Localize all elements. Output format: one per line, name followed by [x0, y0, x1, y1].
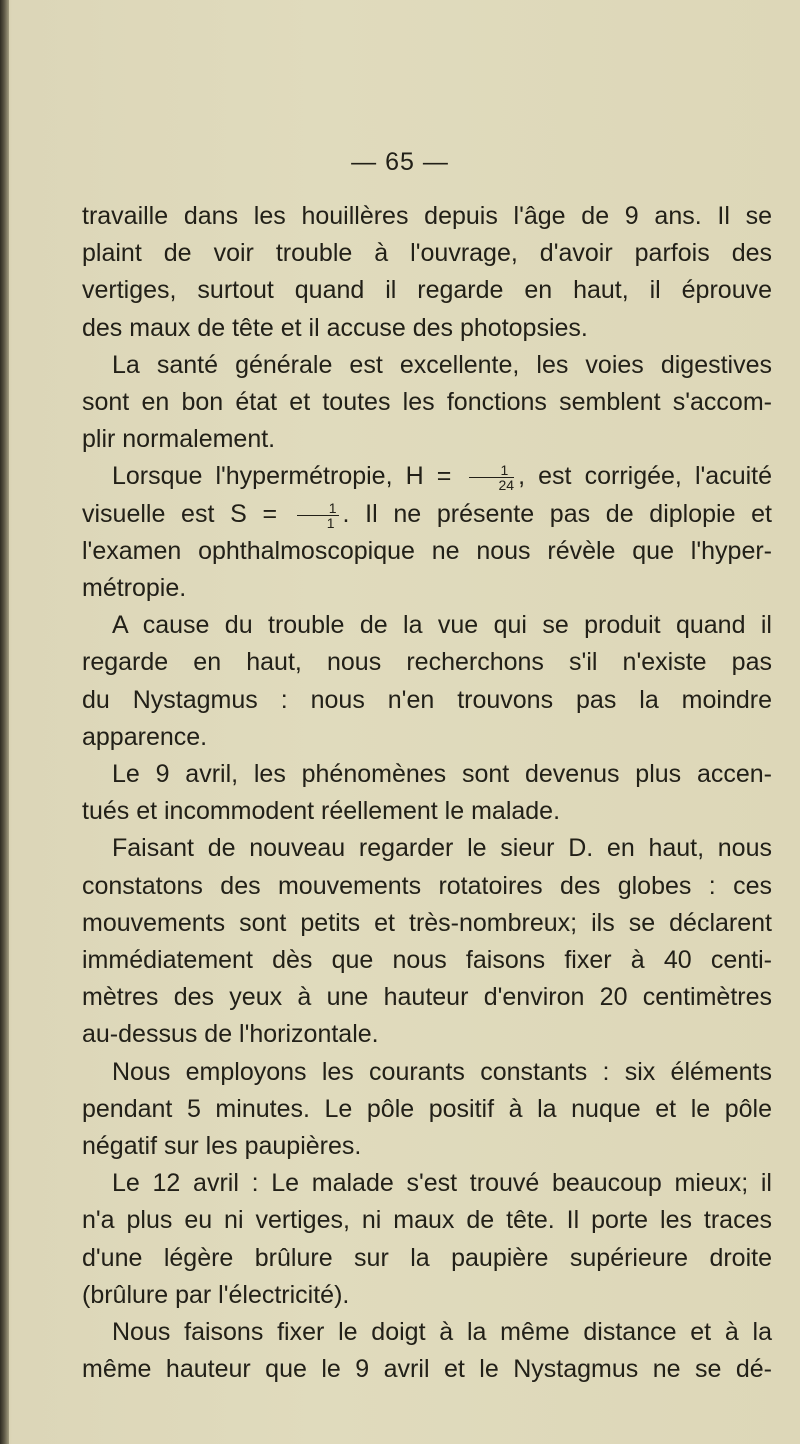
text-line: plir normalement.	[82, 425, 276, 454]
text-line: immédiatement dès que nous faisons fixer à 40 centi-	[82, 946, 772, 975]
text-line: vertiges, surtout quand il regarde en haut, il éprouve	[82, 276, 772, 305]
paragraph	[52, 347, 772, 459]
fraction-denominator: 24	[498, 477, 515, 494]
text-line: même hauteur que le 9 avril et le Nystagmus ne se dé-	[82, 1355, 772, 1384]
text-line: négatif sur les paupières.	[82, 1132, 362, 1161]
text-line: n'a plus eu ni vertiges, ni maux de tête. Il porte les traces	[82, 1206, 772, 1235]
text-line: Nous faisons fixer le doigt à la même distance et à la	[112, 1318, 772, 1347]
text-line: regarde en haut, nous recherchons s'il n'existe pas	[82, 648, 772, 677]
text-line: mètres des yeux à une hauteur d'environ 20 centimètres	[82, 983, 772, 1012]
fraction	[297, 501, 339, 530]
page-number: — 65 —	[351, 148, 449, 176]
text-line: Lorsque l'hypermétropie, H = $\frac{1}{24}$ , est corrigée, l'acuité	[112, 462, 772, 494]
text-line: sont en bon état et toutes les fonctions semblent s'accom-	[82, 388, 772, 417]
fraction-denominator: 1	[326, 514, 335, 531]
text-line: (brûlure par l'électricité).	[82, 1280, 350, 1309]
text-line: des maux de tête et il accuse des photopsies.	[82, 313, 588, 342]
text-line: l'examen ophthalmoscopique ne nous révèle que l'hyper-	[82, 536, 772, 565]
text-line: Faisant de nouveau regarder le sieur D. en haut, nous	[112, 834, 772, 863]
paragraph	[52, 198, 772, 347]
text-line: travaille dans les houillères depuis l'âge de 9 ans. Il se	[82, 202, 772, 230]
text-line: Le 9 avril, les phénomènes sont devenus plus accen-	[112, 760, 772, 789]
text-body	[52, 198, 772, 1389]
text-line: visuelle est S = $\frac{1}{1}$ . Il ne présente pas de diplopie et	[82, 499, 773, 531]
text-line: constatons des mouvements rotatoires des globes : ces	[82, 871, 772, 900]
paragraph	[52, 1054, 772, 1166]
fraction-numerator: 1	[469, 463, 515, 478]
text-line: pendant 5 minutes. Le pôle positif à la nuque et le pôle	[82, 1094, 772, 1123]
text-line: métropie.	[82, 574, 187, 603]
text-line: d'une légère brûlure sur la paupière supérieure droite	[82, 1243, 772, 1272]
paragraph	[52, 1314, 772, 1388]
paragraph	[52, 830, 772, 1053]
text-line: A cause du trouble de la vue qui se produit quand il	[112, 611, 772, 640]
text-line: plaint de voir trouble à l'ouvrage, d'avoir parfois des	[82, 239, 772, 268]
text-line: La santé générale est excellente, les voies digestives	[112, 350, 772, 379]
text-line: au-dessus de l'horizontale.	[82, 1020, 379, 1049]
text-line: du Nystagmus : nous n'en trouvons pas la moindre	[82, 685, 772, 714]
text-line: apparence.	[82, 722, 208, 751]
fraction-numerator: 1	[297, 501, 339, 516]
paragraph	[52, 756, 772, 830]
text-line: tués et incommodent réellement le malade.	[82, 797, 561, 826]
paragraph	[52, 1165, 772, 1314]
paragraph	[52, 458, 772, 607]
page-binding-shadow	[0, 0, 9, 1444]
text-line: Nous employons les courants constants : six éléments	[112, 1057, 772, 1086]
fraction	[469, 463, 515, 492]
text-line: Le 12 avril : Le malade s'est trouvé beaucoup mieux; il	[112, 1169, 772, 1198]
paragraph	[52, 607, 772, 756]
text-line: mouvements sont petits et très-nombreux; ils se déclarent	[82, 908, 772, 937]
